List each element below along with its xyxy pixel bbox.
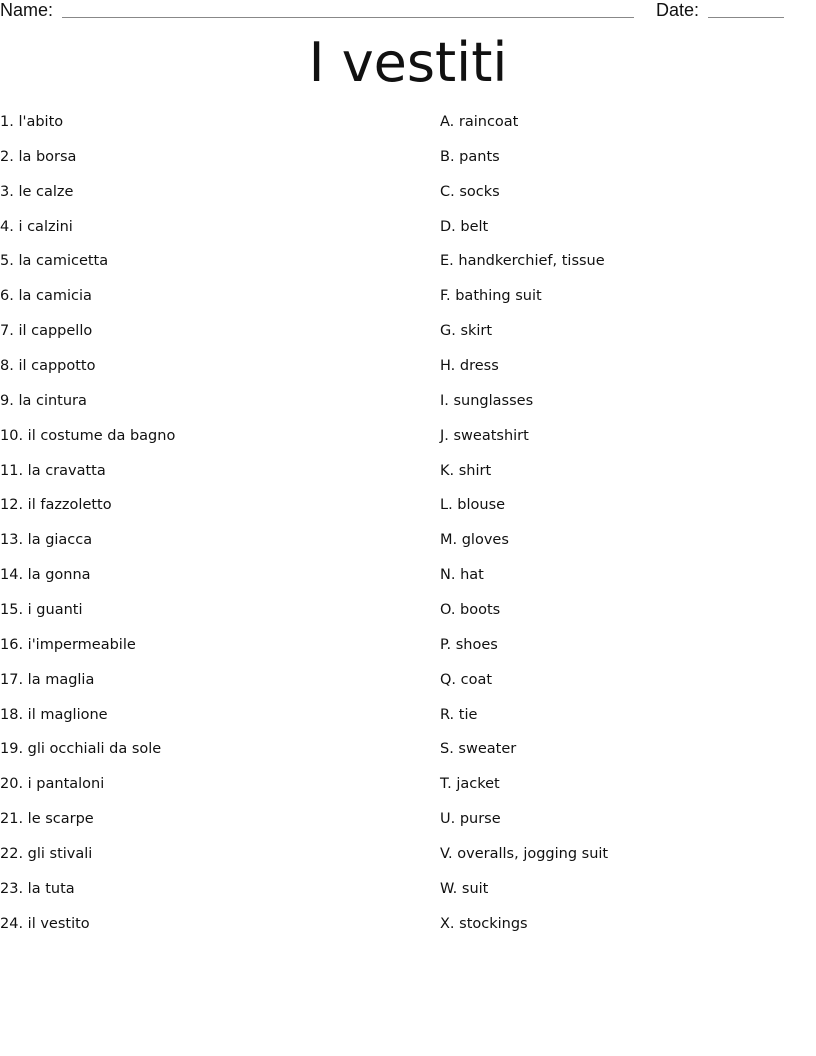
english-definition-item: N. hat xyxy=(440,567,484,584)
italian-term-item: 9. la cintura xyxy=(0,392,87,409)
italian-term-item: 3. le calze xyxy=(0,183,74,200)
italian-term-item: 10. il costume da bagno xyxy=(0,427,176,444)
italian-term-item: 22. gli stivali xyxy=(0,846,93,863)
italian-term-item: 17. la maglia xyxy=(0,671,95,688)
english-definition-item: J. sweatshirt xyxy=(440,427,529,444)
italian-term-item: 21. le scarpe xyxy=(0,811,94,828)
english-definition-item: F. bathing suit xyxy=(440,288,542,305)
english-definition-item: B. pants xyxy=(440,148,500,165)
english-definition-item: P. shoes xyxy=(440,636,498,653)
italian-term-item: 19. gli occhiali da sole xyxy=(0,741,162,758)
italian-terms-list xyxy=(0,112,420,949)
worksheet-title: I vestiti xyxy=(308,31,508,94)
english-definitions-list xyxy=(440,112,816,949)
italian-term-item: 12. il fazzoletto xyxy=(0,497,112,514)
english-definition-item: X. stockings xyxy=(440,915,528,932)
italian-term-item: 8. il cappotto xyxy=(0,358,96,375)
italian-term-item: 15. i guanti xyxy=(0,602,83,619)
english-definition-item: C. socks xyxy=(440,183,500,200)
english-definition-item: U. purse xyxy=(440,811,501,828)
english-definition-item: M. gloves xyxy=(440,532,509,549)
italian-term-item: 6. la camicia xyxy=(0,288,92,305)
italian-term-item: 14. la gonna xyxy=(0,567,91,584)
english-definition-item: R. tie xyxy=(440,706,478,723)
italian-term-item: 13. la giacca xyxy=(0,532,93,549)
italian-term-item: 4. i calzini xyxy=(0,218,73,235)
italian-term-item: 1. l'abito xyxy=(0,114,64,130)
worksheet-header xyxy=(0,0,816,22)
italian-term-item: 11. la cravatta xyxy=(0,462,106,479)
english-definition-item: D. belt xyxy=(440,218,489,235)
english-definition-item: G. skirt xyxy=(440,323,493,340)
english-definition-item: I. sunglasses xyxy=(440,392,534,409)
english-definition-item: V. overalls, jogging suit xyxy=(440,846,609,863)
date-blank-line[interactable] xyxy=(708,17,784,18)
english-definition-item: W. suit xyxy=(440,880,489,897)
italian-term-item: 16. i'impermeabile xyxy=(0,636,136,653)
english-definition-item: A. raincoat xyxy=(440,114,519,130)
english-definition-item: Q. coat xyxy=(440,671,493,688)
english-definition-item: L. blouse xyxy=(440,497,506,514)
italian-term-item: 23. la tuta xyxy=(0,880,75,897)
date-label: Date: xyxy=(656,0,700,20)
english-definition-item: S. sweater xyxy=(440,741,517,758)
english-definition-item: T. jacket xyxy=(440,776,500,793)
english-definition-item: K. shirt xyxy=(440,462,492,479)
italian-term-item: 2. la borsa xyxy=(0,148,77,165)
italian-term-item: 7. il cappello xyxy=(0,323,93,340)
english-definition-item: E. handkerchief, tissue xyxy=(440,253,605,270)
italian-term-item: 24. il vestito xyxy=(0,915,90,932)
english-definition-item: O. boots xyxy=(440,602,501,619)
italian-term-item: 18. il maglione xyxy=(0,706,108,723)
name-label: Name: xyxy=(0,0,54,20)
italian-term-item: 20. i pantaloni xyxy=(0,776,105,793)
italian-term-item: 5. la camicetta xyxy=(0,253,109,270)
english-definition-item: H. dress xyxy=(440,358,499,375)
name-blank-line[interactable] xyxy=(62,17,634,18)
